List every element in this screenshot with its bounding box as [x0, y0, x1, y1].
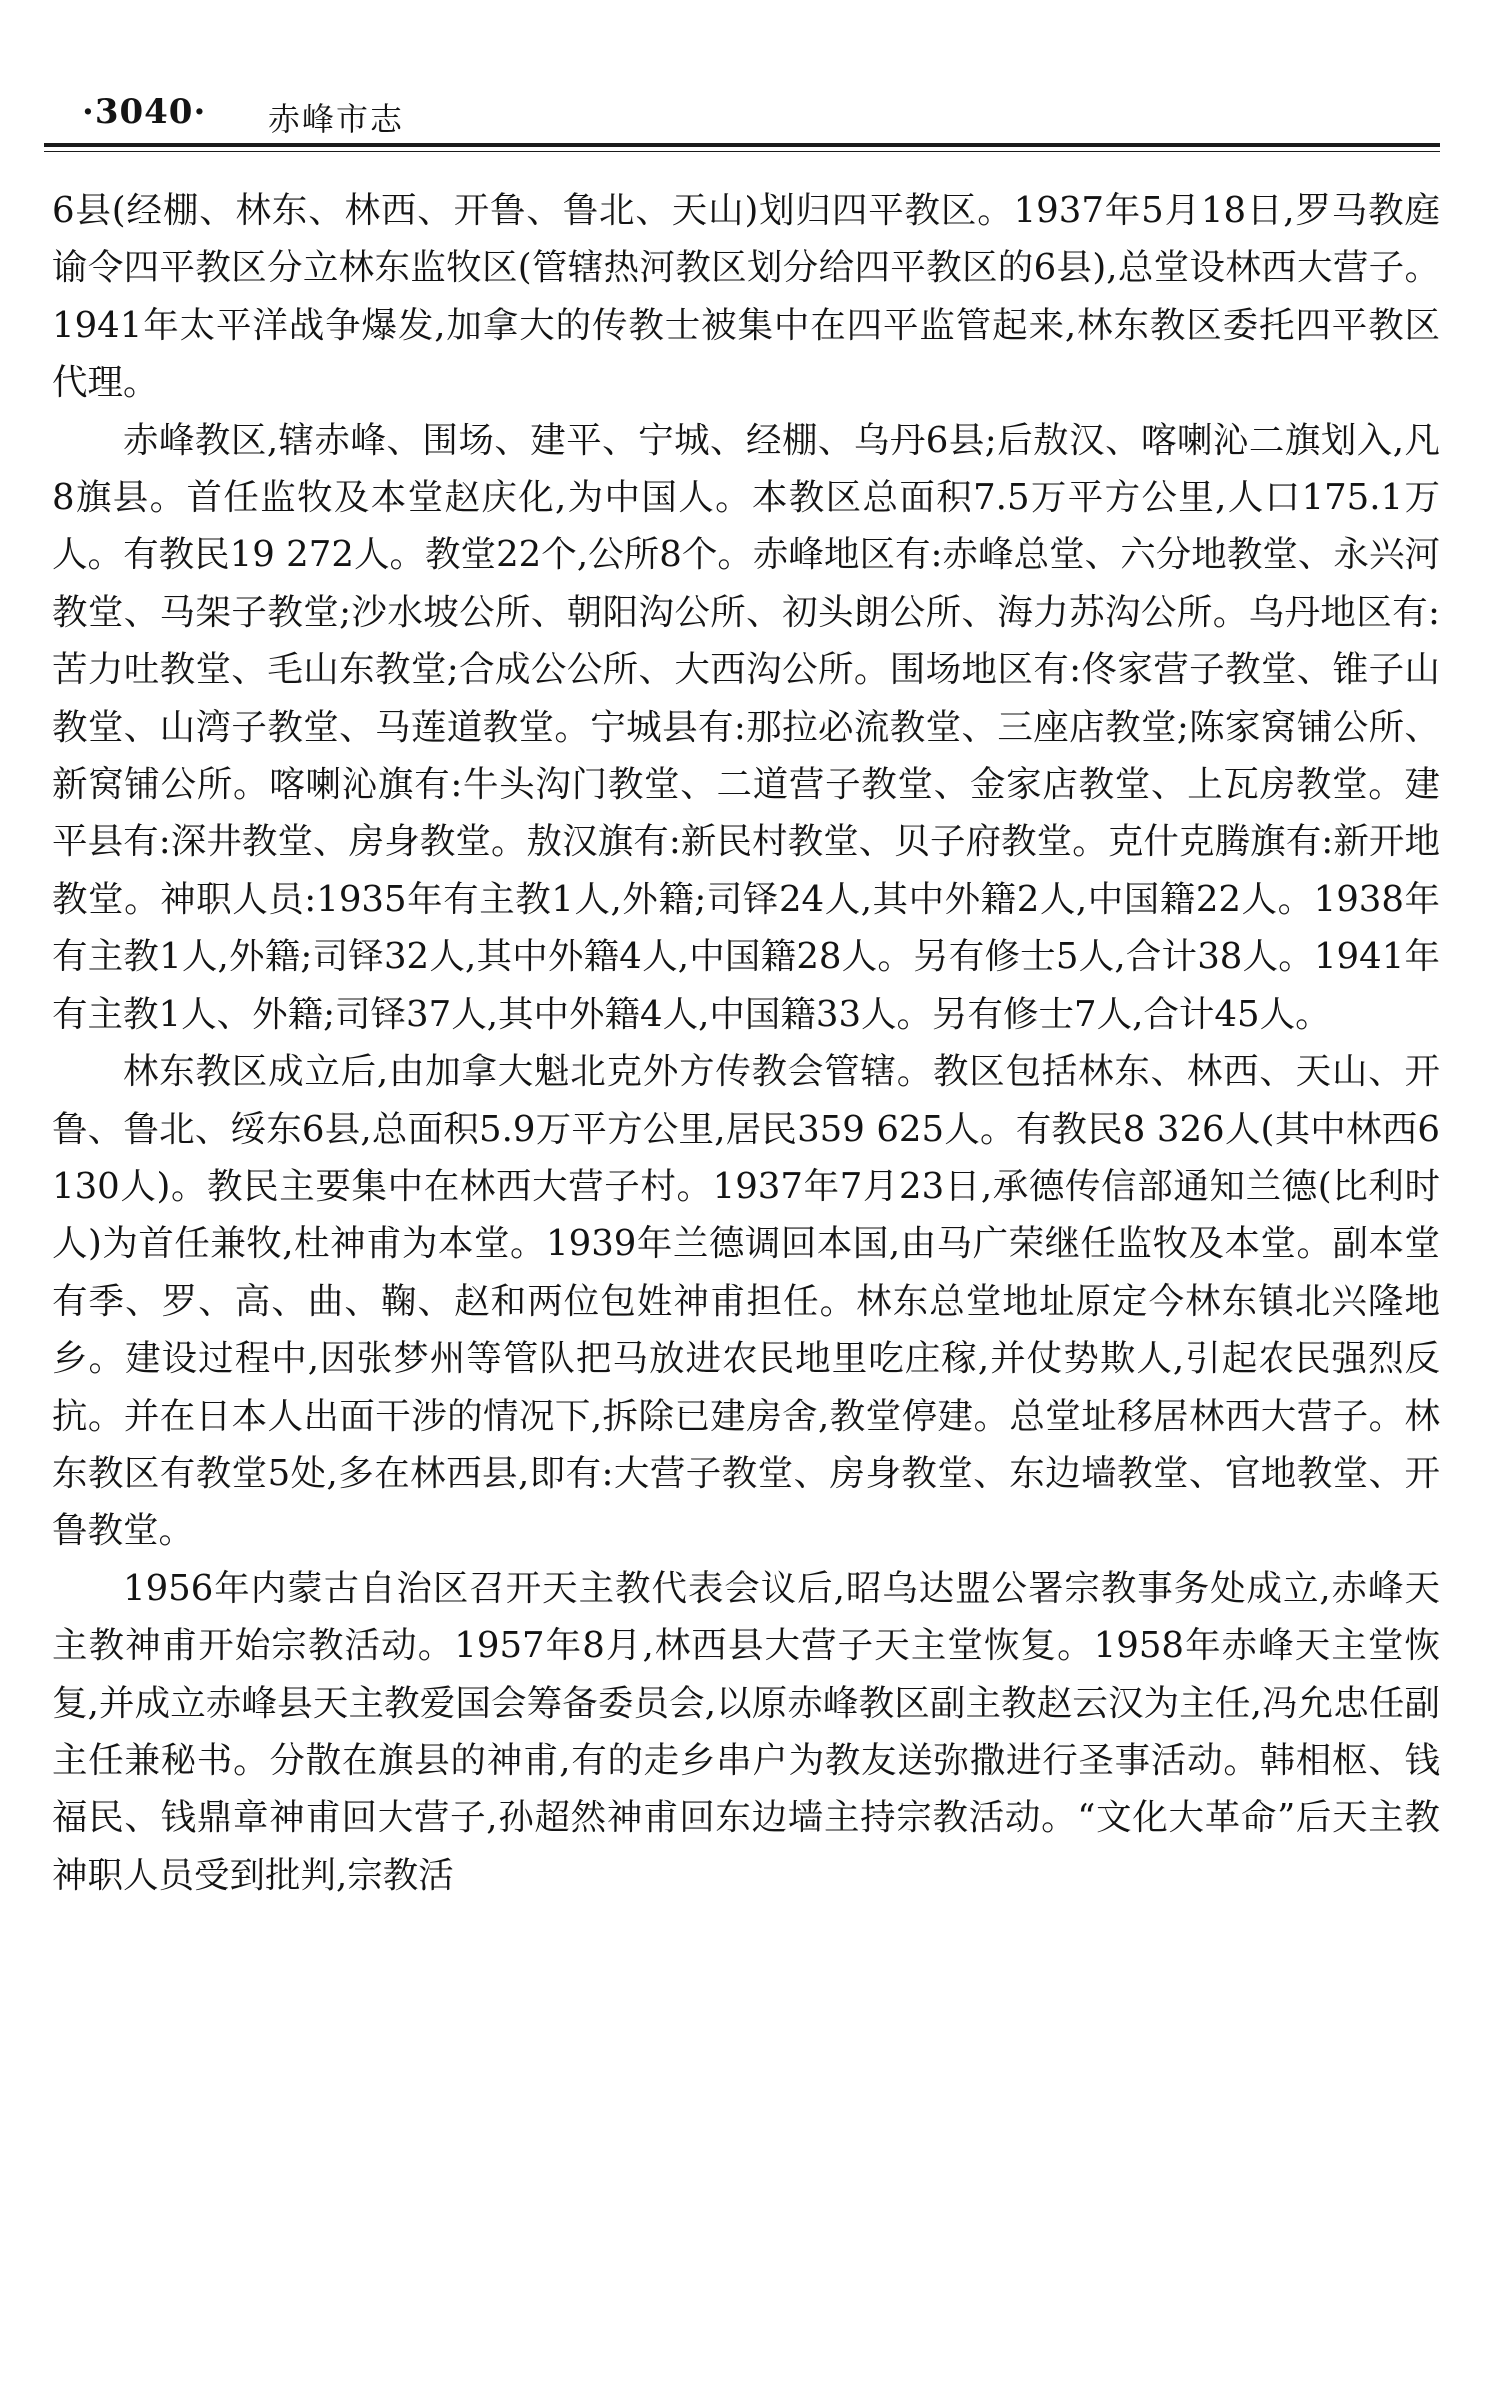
- header-rule-thin: [44, 151, 1440, 152]
- header-rule-thick: [44, 143, 1440, 147]
- paragraph-chifeng-diocese: 赤峰教区,辖赤峰、围场、建平、宁城、经棚、乌丹6县;后敖汉、喀喇沁二旗划入,凡8旗县。首任监牧及本堂赵庆化,为中国人。本教区总面积7.5万平方公里,人口175.1万人。有教民19 272人。教堂22个,公所8个。赤峰地区有:赤峰总堂、六分地教堂、永兴河教堂、马架子教堂;沙水坡公所、朝阳沟公所、初头朗公所、海力苏沟公所。乌丹地区有:苦力吐教堂、毛山东教堂;合成公公所、大西沟公所。围场地区有:佟家营子教堂、锥子山教堂、山湾子教堂、马莲道教堂。宁城县有:那拉必流教堂、三座店教堂;陈家窝铺公所、新窝铺公所。喀喇沁旗有:牛头沟门教堂、二道营子教堂、金家店教堂、上瓦房教堂。建平县有:深井教堂、房身教堂。敖汉旗有:新民村教堂、贝子府教堂。克什克腾旗有:新开地教堂。神职人员:1935年有主教1人,外籍;司铎24人,其中外籍2人,中国籍22人。1938年有主教1人,外籍;司铎32人,其中外籍4人,中国籍28人。另有修士5人,合计38人。1941年有主教1人、外籍;司铎37人,其中外籍4人,中国籍33人。另有修士7人,合计45人。: [52, 419, 1440, 1035]
- paragraph-continued: 6县(经棚、林东、林西、开鲁、鲁北、天山)划归四平教区。1937年5月18日,罗马教庭谕令四平教区分立林东监牧区(管辖热河教区划分给四平教区的6县),总堂设林西大营子。1941年太平洋战争爆发,加拿大的传教士被集中在四平监管起来,林东教区委托四平教区代理。: [52, 190, 1440, 404]
- page-number: ·3040·: [82, 92, 207, 132]
- paragraph-1956-restoration: 1956年内蒙古自治区召开天主教代表会议后,昭乌达盟公署宗教事务处成立,赤峰天主教神甫开始宗教活动。1957年8月,林西县大营子天主堂恢复。1958年赤峰天主堂恢复,并成立赤峰县天主教爱国会筹备委员会,以原赤峰教区副主教赵云汉为主任,冯允忠任副主任兼秘书。分散在旗县的神甫,有的走乡串户为教友送弥撒进行圣事活动。韩相枢、钱福民、钱鼎章神甫回大营子,孙超然神甫回东边墙主持宗教活动。“文化大革命”后天主教神职人员受到批判,宗教活: [52, 1567, 1440, 1896]
- running-header: [50, 82, 1440, 142]
- paragraph-lindong-diocese: 林东教区成立后,由加拿大魁北克外方传教会管辖。教区包括林东、林西、天山、开鲁、鲁北、绥东6县,总面积5.9万平方公里,居民359 625人。有教民8 326人(其中林西6 130人)。教民主要集中在林西大营子村。1937年7月23日,承德传信部通知兰德(比利时人)为首任兼牧,杜神甫为本堂。1939年兰德调回本国,由马广荣继任监牧及本堂。副本堂有季、罗、高、曲、鞠、赵和两位包姓神甫担任。林东总堂地址原定今林东镇北兴隆地乡。建设过程中,因张梦州等管队把马放进农民地里吃庄稼,并仗势欺人,引起农民强烈反抗。并在日本人出面干涉的情况下,拆除已建房舍,教堂停建。总堂址移居林西大营子。林东教区有教堂5处,多在林西县,即有:大营子教堂、房身教堂、东边墙教堂、官地教堂、开鲁教堂。: [52, 1051, 1440, 1552]
- book-title: 赤峰市志: [268, 100, 405, 138]
- body-text: [52, 182, 1440, 1904]
